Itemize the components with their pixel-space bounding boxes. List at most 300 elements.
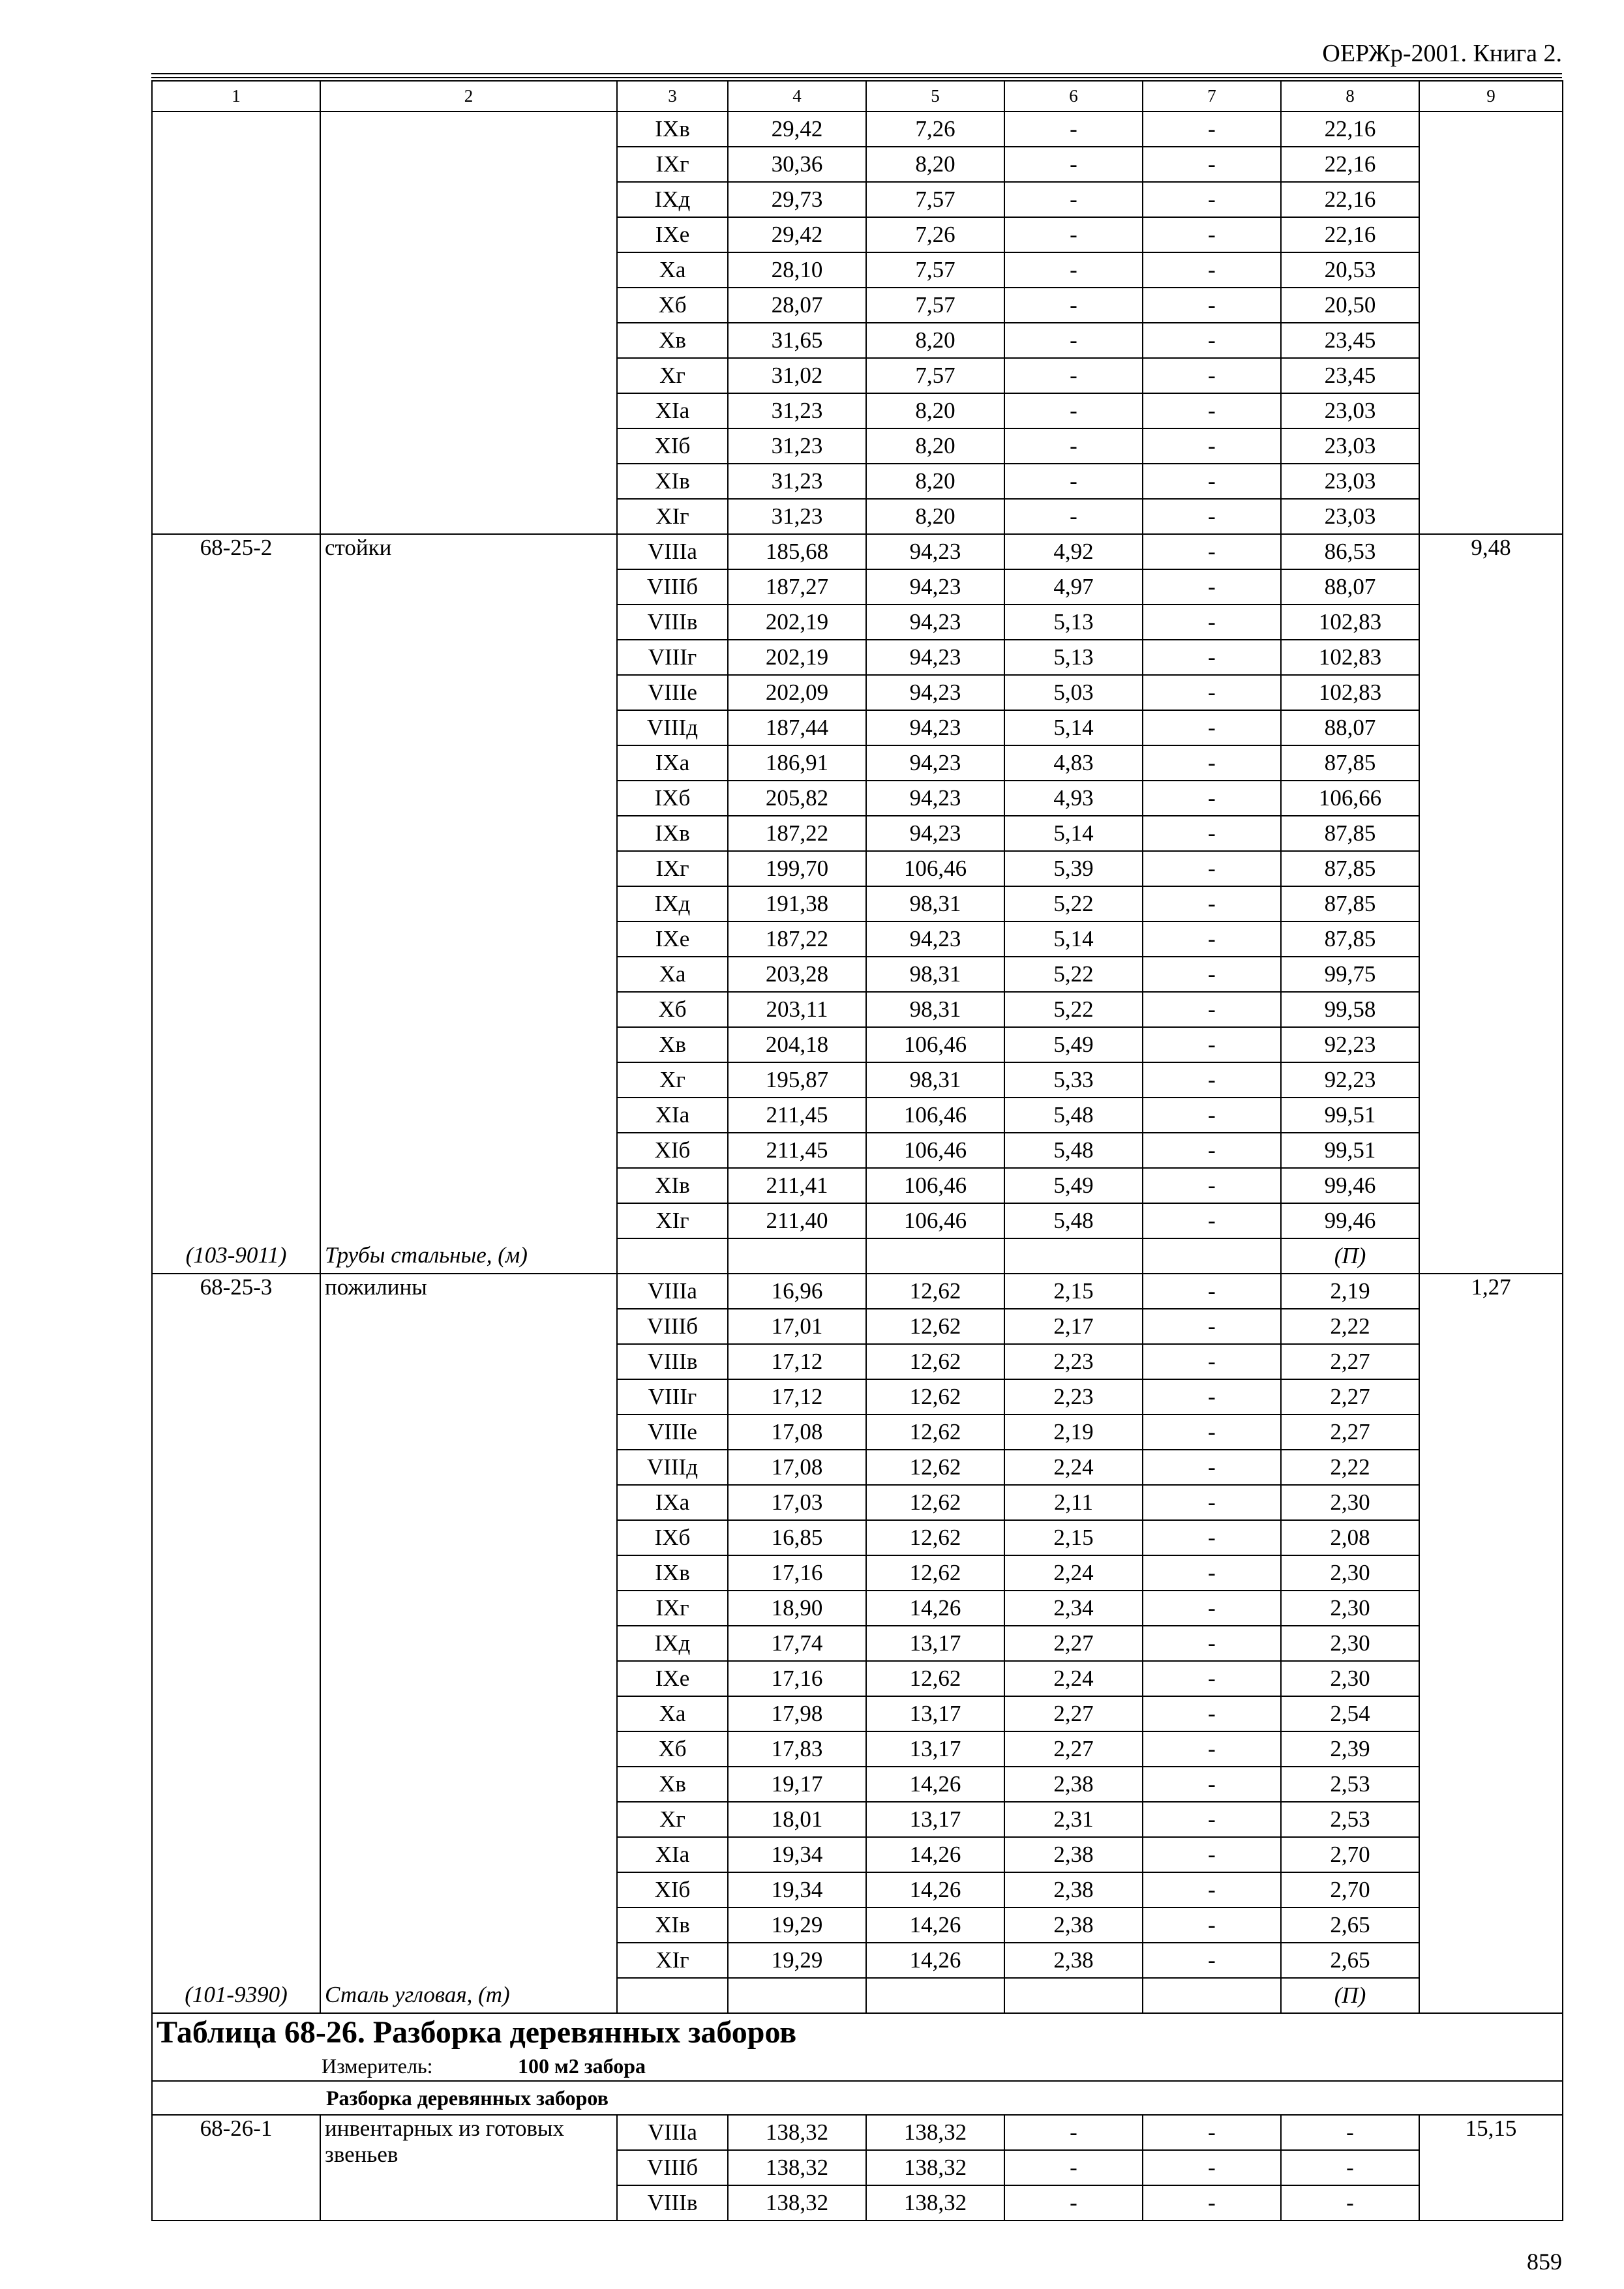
climate-zone-cell: XIа [617,1837,728,1872]
materials-cost-cell: 2,53 [1281,1767,1419,1802]
table-row [152,1978,1563,2013]
machinery-cost-cell: 2,23 [1004,1379,1143,1414]
rates-table [151,80,1563,2221]
total-cost-cell: 17,12 [728,1379,866,1414]
table-cell [617,1978,728,2013]
climate-zone-cell: Xб [617,1731,728,1767]
machinery-cost-cell: 5,48 [1004,1098,1143,1133]
measure-row [152,2052,1563,2081]
machinery-cost-cell: 5,48 [1004,1133,1143,1168]
total-cost-cell: 17,74 [728,1626,866,1661]
page-header: ОЕРЖр-2001. Книга 2. [1322,40,1562,67]
machinery-cost-cell: 5,48 [1004,1203,1143,1238]
total-cost-cell: 16,96 [728,1274,866,1309]
materials-cost-cell: 2,22 [1281,1309,1419,1344]
climate-zone-cell: VIIIб [617,569,728,605]
materials-cost-cell: 2,27 [1281,1414,1419,1450]
table-cell [1004,1238,1143,1274]
wages-cell: 7,26 [866,217,1004,252]
total-cost-cell: 205,82 [728,781,866,816]
machinery-cost-cell: 2,38 [1004,1872,1143,1908]
climate-zone-cell: Xб [617,288,728,323]
operator-wages-cell: - [1143,1027,1281,1062]
wages-cell: 13,17 [866,1696,1004,1731]
climate-zone-cell: XIб [617,428,728,464]
machinery-cost-cell: 2,24 [1004,1450,1143,1485]
operator-wages-cell: - [1143,1379,1281,1414]
table-cell [1419,1978,1563,2013]
total-cost-cell: 29,42 [728,112,866,147]
climate-zone-cell: IXд [617,182,728,217]
climate-zone-cell: IXе [617,921,728,957]
materials-cost-cell: 87,85 [1281,745,1419,781]
machinery-cost-cell: 5,22 [1004,886,1143,921]
wages-cell: 12,62 [866,1555,1004,1591]
total-cost-cell: 202,19 [728,605,866,640]
operator-wages-cell: - [1143,2185,1281,2221]
wages-cell: 7,57 [866,252,1004,288]
machinery-cost-cell: 5,33 [1004,1062,1143,1098]
materials-cost-cell: 2,70 [1281,1837,1419,1872]
column-number: 3 [617,81,728,112]
operator-wages-cell: - [1143,675,1281,710]
machinery-cost-cell: 2,24 [1004,1555,1143,1591]
wages-cell: 8,20 [866,393,1004,428]
machinery-cost-cell: 5,14 [1004,816,1143,851]
materials-cost-cell: 87,85 [1281,851,1419,886]
total-cost-cell: 187,22 [728,921,866,957]
operator-wages-cell: - [1143,1872,1281,1908]
operator-wages-cell: - [1143,1661,1281,1696]
wages-cell: 138,32 [866,2150,1004,2185]
materials-cost-cell: 2,19 [1281,1274,1419,1309]
materials-cost-cell: 2,30 [1281,1626,1419,1661]
materials-cost-cell: 2,08 [1281,1520,1419,1555]
total-cost-cell: 138,32 [728,2150,866,2185]
materials-cost-cell: 88,07 [1281,710,1419,745]
table-cell [866,1978,1004,2013]
machinery-cost-cell: - [1004,288,1143,323]
total-cost-cell: 31,23 [728,428,866,464]
operator-wages-cell: - [1143,252,1281,288]
machinery-cost-cell: 2,27 [1004,1626,1143,1661]
wages-cell: 12,62 [866,1274,1004,1309]
materials-cost-cell: 86,53 [1281,534,1419,569]
total-cost-cell: 211,45 [728,1098,866,1133]
total-cost-cell: 19,34 [728,1872,866,1908]
materials-cost-cell: 2,22 [1281,1450,1419,1485]
material-code: (103-9011) [152,1238,320,1274]
operator-wages-cell: - [1143,1520,1281,1555]
work-name: пожилины [320,1274,617,1978]
wages-cell: 94,23 [866,675,1004,710]
operator-wages-cell: - [1143,605,1281,640]
wages-cell: 98,31 [866,886,1004,921]
materials-cost-cell: 99,46 [1281,1168,1419,1203]
machinery-cost-cell: 5,39 [1004,851,1143,886]
total-cost-cell: 29,73 [728,182,866,217]
materials-cost-cell: 88,07 [1281,569,1419,605]
materials-cost-cell: 2,30 [1281,1591,1419,1626]
climate-zone-cell: IXг [617,851,728,886]
total-cost-cell: 17,16 [728,1555,866,1591]
machinery-cost-cell: 5,14 [1004,710,1143,745]
climate-zone-cell: Xг [617,358,728,393]
materials-cost-cell: 2,70 [1281,1872,1419,1908]
wages-cell: 106,46 [866,1027,1004,1062]
operator-wages-cell: - [1143,569,1281,605]
materials-cost-cell: 23,45 [1281,323,1419,358]
materials-cost-cell: 2,27 [1281,1344,1419,1379]
materials-cost-cell: 23,03 [1281,393,1419,428]
operator-wages-cell: - [1143,534,1281,569]
operator-wages-cell: - [1143,1731,1281,1767]
table-cell [1004,1978,1143,2013]
table-cell [866,1238,1004,1274]
climate-zone-cell: XIг [617,1943,728,1978]
materials-cost-cell: 20,50 [1281,288,1419,323]
total-cost-cell: 211,41 [728,1168,866,1203]
column-number: 9 [1419,81,1563,112]
climate-zone-cell: VIIIе [617,675,728,710]
wages-cell: 98,31 [866,992,1004,1027]
column-number: 2 [320,81,617,112]
table-row [152,2081,1563,2115]
material-note: (П) [1281,1978,1419,2013]
wages-cell: 13,17 [866,1626,1004,1661]
climate-zone-cell: VIIIа [617,2115,728,2150]
operator-wages-cell: - [1143,886,1281,921]
rate-code: 68-25-3 [152,1274,320,1978]
wages-cell: 94,23 [866,781,1004,816]
climate-zone-cell: XIб [617,1872,728,1908]
operator-wages-cell: - [1143,992,1281,1027]
column-number: 8 [1281,81,1419,112]
operator-wages-cell: - [1143,1802,1281,1837]
material-name: Сталь угловая, (т) [320,1978,617,2013]
machinery-cost-cell: - [1004,464,1143,499]
climate-zone-cell: IXд [617,886,728,921]
climate-zone-cell: IXа [617,1485,728,1520]
operator-wages-cell: - [1143,1450,1281,1485]
wages-cell: 13,17 [866,1802,1004,1837]
table-cell [617,1238,728,1274]
climate-zone-cell: IXе [617,217,728,252]
total-cost-cell: 17,16 [728,1661,866,1696]
total-cost-cell: 16,85 [728,1520,866,1555]
operator-wages-cell: - [1143,288,1281,323]
machinery-cost-cell: 5,03 [1004,675,1143,710]
climate-zone-cell: XIа [617,393,728,428]
labor-cost-cell: 15,15 [1419,2115,1563,2221]
materials-cost-cell: 23,45 [1281,358,1419,393]
total-cost-cell: 18,01 [728,1802,866,1837]
operator-wages-cell: - [1143,921,1281,957]
climate-zone-cell: Xа [617,1696,728,1731]
materials-cost-cell: 23,03 [1281,499,1419,534]
machinery-cost-cell: - [1004,2115,1143,2150]
table-row [152,534,1563,569]
machinery-cost-cell: 2,34 [1004,1591,1143,1626]
materials-cost-cell: 2,65 [1281,1908,1419,1943]
total-cost-cell: 17,98 [728,1696,866,1731]
total-cost-cell: 28,10 [728,252,866,288]
machinery-cost-cell: - [1004,2185,1143,2221]
total-cost-cell: 186,91 [728,745,866,781]
climate-zone-cell: XIв [617,464,728,499]
total-cost-cell: 31,23 [728,464,866,499]
labor-cost-cell: 9,48 [1419,534,1563,1238]
total-cost-cell: 31,23 [728,393,866,428]
wages-cell: 13,17 [866,1731,1004,1767]
operator-wages-cell: - [1143,358,1281,393]
material-name: Трубы стальные, (м) [320,1238,617,1274]
climate-zone-cell: XIг [617,1203,728,1238]
wages-cell: 12,62 [866,1485,1004,1520]
operator-wages-cell: - [1143,640,1281,675]
total-cost-cell: 29,42 [728,217,866,252]
table-cell [728,1238,866,1274]
operator-wages-cell: - [1143,182,1281,217]
total-cost-cell: 18,90 [728,1591,866,1626]
machinery-cost-cell: - [1004,2150,1143,2185]
materials-cost-cell: 23,03 [1281,464,1419,499]
section-title: Разборка деревянных заборов [152,2081,1563,2115]
operator-wages-cell: - [1143,710,1281,745]
climate-zone-cell: XIа [617,1098,728,1133]
total-cost-cell: 19,29 [728,1908,866,1943]
total-cost-cell: 203,11 [728,992,866,1027]
machinery-cost-cell: - [1004,182,1143,217]
total-cost-cell: 187,22 [728,816,866,851]
operator-wages-cell: - [1143,1098,1281,1133]
operator-wages-cell: - [1143,1344,1281,1379]
climate-zone-cell: VIIIг [617,640,728,675]
table-cell [1143,1978,1281,2013]
climate-zone-cell: XIб [617,1133,728,1168]
total-cost-cell: 199,70 [728,851,866,886]
total-cost-cell: 187,27 [728,569,866,605]
climate-zone-cell: VIIIд [617,1450,728,1485]
column-number: 5 [866,81,1004,112]
total-cost-cell: 138,32 [728,2115,866,2150]
climate-zone-cell: IXа [617,745,728,781]
climate-zone-cell: VIIIв [617,605,728,640]
operator-wages-cell: - [1143,1062,1281,1098]
operator-wages-cell: - [1143,1696,1281,1731]
page-number: 859 [1527,2249,1562,2275]
operator-wages-cell: - [1143,1591,1281,1626]
materials-cost-cell: 22,16 [1281,112,1419,147]
machinery-cost-cell: 5,22 [1004,957,1143,992]
operator-wages-cell: - [1143,1133,1281,1168]
measure-label: Измеритель: [322,2054,433,2078]
wages-cell: 7,57 [866,288,1004,323]
labor-cost-cell: 1,27 [1419,1274,1563,1978]
wages-cell: 12,62 [866,1661,1004,1696]
materials-cost-cell: 99,51 [1281,1133,1419,1168]
operator-wages-cell: - [1143,217,1281,252]
machinery-cost-cell: 2,15 [1004,1520,1143,1555]
machinery-cost-cell: 2,27 [1004,1731,1143,1767]
wages-cell: 12,62 [866,1414,1004,1450]
machinery-cost-cell: 2,27 [1004,1696,1143,1731]
header-rule [151,77,1562,78]
materials-cost-cell: 20,53 [1281,252,1419,288]
wages-cell: 7,57 [866,358,1004,393]
total-cost-cell: 191,38 [728,886,866,921]
total-cost-cell: 19,29 [728,1943,866,1978]
wages-cell: 12,62 [866,1309,1004,1344]
materials-cost-cell: 99,46 [1281,1203,1419,1238]
climate-zone-cell: IXб [617,1520,728,1555]
climate-zone-cell: VIIIг [617,1379,728,1414]
climate-zone-cell: VIIIб [617,1309,728,1344]
climate-zone-cell: XIг [617,499,728,534]
total-cost-cell: 17,83 [728,1731,866,1767]
machinery-cost-cell: - [1004,252,1143,288]
materials-cost-cell: 2,54 [1281,1696,1419,1731]
operator-wages-cell: - [1143,1837,1281,1872]
machinery-cost-cell: 2,23 [1004,1344,1143,1379]
climate-zone-cell: Xг [617,1062,728,1098]
machinery-cost-cell: 2,38 [1004,1767,1143,1802]
material-code: (101-9390) [152,1978,320,2013]
total-cost-cell: 31,02 [728,358,866,393]
wages-cell: 8,20 [866,499,1004,534]
materials-cost-cell: 92,23 [1281,1062,1419,1098]
materials-cost-cell: 99,51 [1281,1098,1419,1133]
climate-zone-cell: XIв [617,1908,728,1943]
work-name: стойки [320,534,617,1238]
operator-wages-cell: - [1143,2115,1281,2150]
materials-cost-cell: - [1281,2115,1419,2150]
machinery-cost-cell: 4,92 [1004,534,1143,569]
climate-zone-cell: VIIIв [617,1344,728,1379]
materials-cost-cell: 2,30 [1281,1661,1419,1696]
wages-cell: 138,32 [866,2115,1004,2150]
operator-wages-cell: - [1143,2150,1281,2185]
climate-zone-cell: VIIIе [617,1414,728,1450]
wages-cell: 94,23 [866,921,1004,957]
wages-cell: 94,23 [866,534,1004,569]
machinery-cost-cell: - [1004,112,1143,147]
wages-cell: 94,23 [866,640,1004,675]
materials-cost-cell: 87,85 [1281,886,1419,921]
materials-cost-cell: - [1281,2185,1419,2221]
climate-zone-cell: IXг [617,1591,728,1626]
machinery-cost-cell: - [1004,323,1143,358]
table-row [152,2013,1563,2052]
column-number: 6 [1004,81,1143,112]
code-cell [152,112,320,534]
wages-cell: 7,26 [866,112,1004,147]
operator-wages-cell: - [1143,1943,1281,1978]
machinery-cost-cell: - [1004,499,1143,534]
wages-cell: 12,62 [866,1520,1004,1555]
operator-wages-cell: - [1143,393,1281,428]
machinery-cost-cell: - [1004,147,1143,182]
table-cell [728,1978,866,2013]
materials-cost-cell: 2,65 [1281,1943,1419,1978]
materials-cost-cell: 102,83 [1281,675,1419,710]
materials-cost-cell: 99,58 [1281,992,1419,1027]
climate-zone-cell: Xв [617,323,728,358]
wages-cell: 138,32 [866,2185,1004,2221]
materials-cost-cell: 22,16 [1281,147,1419,182]
total-cost-cell: 211,40 [728,1203,866,1238]
materials-cost-cell: 2,30 [1281,1485,1419,1520]
operator-wages-cell: - [1143,745,1281,781]
wages-cell: 14,26 [866,1943,1004,1978]
table-cell [1143,1238,1281,1274]
column-number: 7 [1143,81,1281,112]
wages-cell: 94,23 [866,710,1004,745]
total-cost-cell: 31,23 [728,499,866,534]
machinery-cost-cell: 2,11 [1004,1485,1143,1520]
wages-cell: 98,31 [866,1062,1004,1098]
climate-zone-cell: Xв [617,1767,728,1802]
wages-cell: 8,20 [866,147,1004,182]
wages-cell: 106,46 [866,1098,1004,1133]
rate-code: 68-26-1 [152,2115,320,2221]
wages-cell: 14,26 [866,1767,1004,1802]
machinery-cost-cell: - [1004,428,1143,464]
wages-cell: 14,26 [866,1837,1004,1872]
climate-zone-cell: Xа [617,252,728,288]
operator-wages-cell: - [1143,112,1281,147]
climate-zone-cell: VIIIд [617,710,728,745]
materials-cost-cell: 23,03 [1281,428,1419,464]
total-cost-cell: 17,08 [728,1450,866,1485]
total-cost-cell: 204,18 [728,1027,866,1062]
machinery-cost-cell: 5,13 [1004,605,1143,640]
materials-cost-cell: 87,85 [1281,921,1419,957]
measure-value: 100 м2 забора [518,2054,646,2078]
materials-cost-cell: 92,23 [1281,1027,1419,1062]
machinery-cost-cell: 5,49 [1004,1027,1143,1062]
machinery-cost-cell: 5,14 [1004,921,1143,957]
climate-zone-cell: IXд [617,1626,728,1661]
machinery-cost-cell: 4,83 [1004,745,1143,781]
wages-cell: 14,26 [866,1908,1004,1943]
operator-wages-cell: - [1143,1767,1281,1802]
table-row [152,1238,1563,1274]
climate-zone-cell: IXв [617,816,728,851]
total-cost-cell: 17,01 [728,1309,866,1344]
header-rule [151,73,1562,74]
wages-cell: 106,46 [866,1133,1004,1168]
operator-wages-cell: - [1143,1626,1281,1661]
machinery-cost-cell: 2,31 [1004,1802,1143,1837]
table-title: Таблица 68-26. Разборка деревянных заборов [152,2013,1563,2052]
climate-zone-cell: Xб [617,992,728,1027]
operator-wages-cell: - [1143,957,1281,992]
work-name: инвентарных из готовых звеньев [320,2115,617,2221]
wages-cell: 14,26 [866,1872,1004,1908]
machinery-cost-cell: 2,15 [1004,1274,1143,1309]
climate-zone-cell: VIIIв [617,2185,728,2221]
climate-zone-cell: Xв [617,1027,728,1062]
total-cost-cell: 202,19 [728,640,866,675]
total-cost-cell: 17,08 [728,1414,866,1450]
machinery-cost-cell: 5,49 [1004,1168,1143,1203]
climate-zone-cell: VIIIб [617,2150,728,2185]
total-cost-cell: 17,03 [728,1485,866,1520]
wages-cell: 8,20 [866,428,1004,464]
climate-zone-cell: IXг [617,147,728,182]
operator-wages-cell: - [1143,323,1281,358]
